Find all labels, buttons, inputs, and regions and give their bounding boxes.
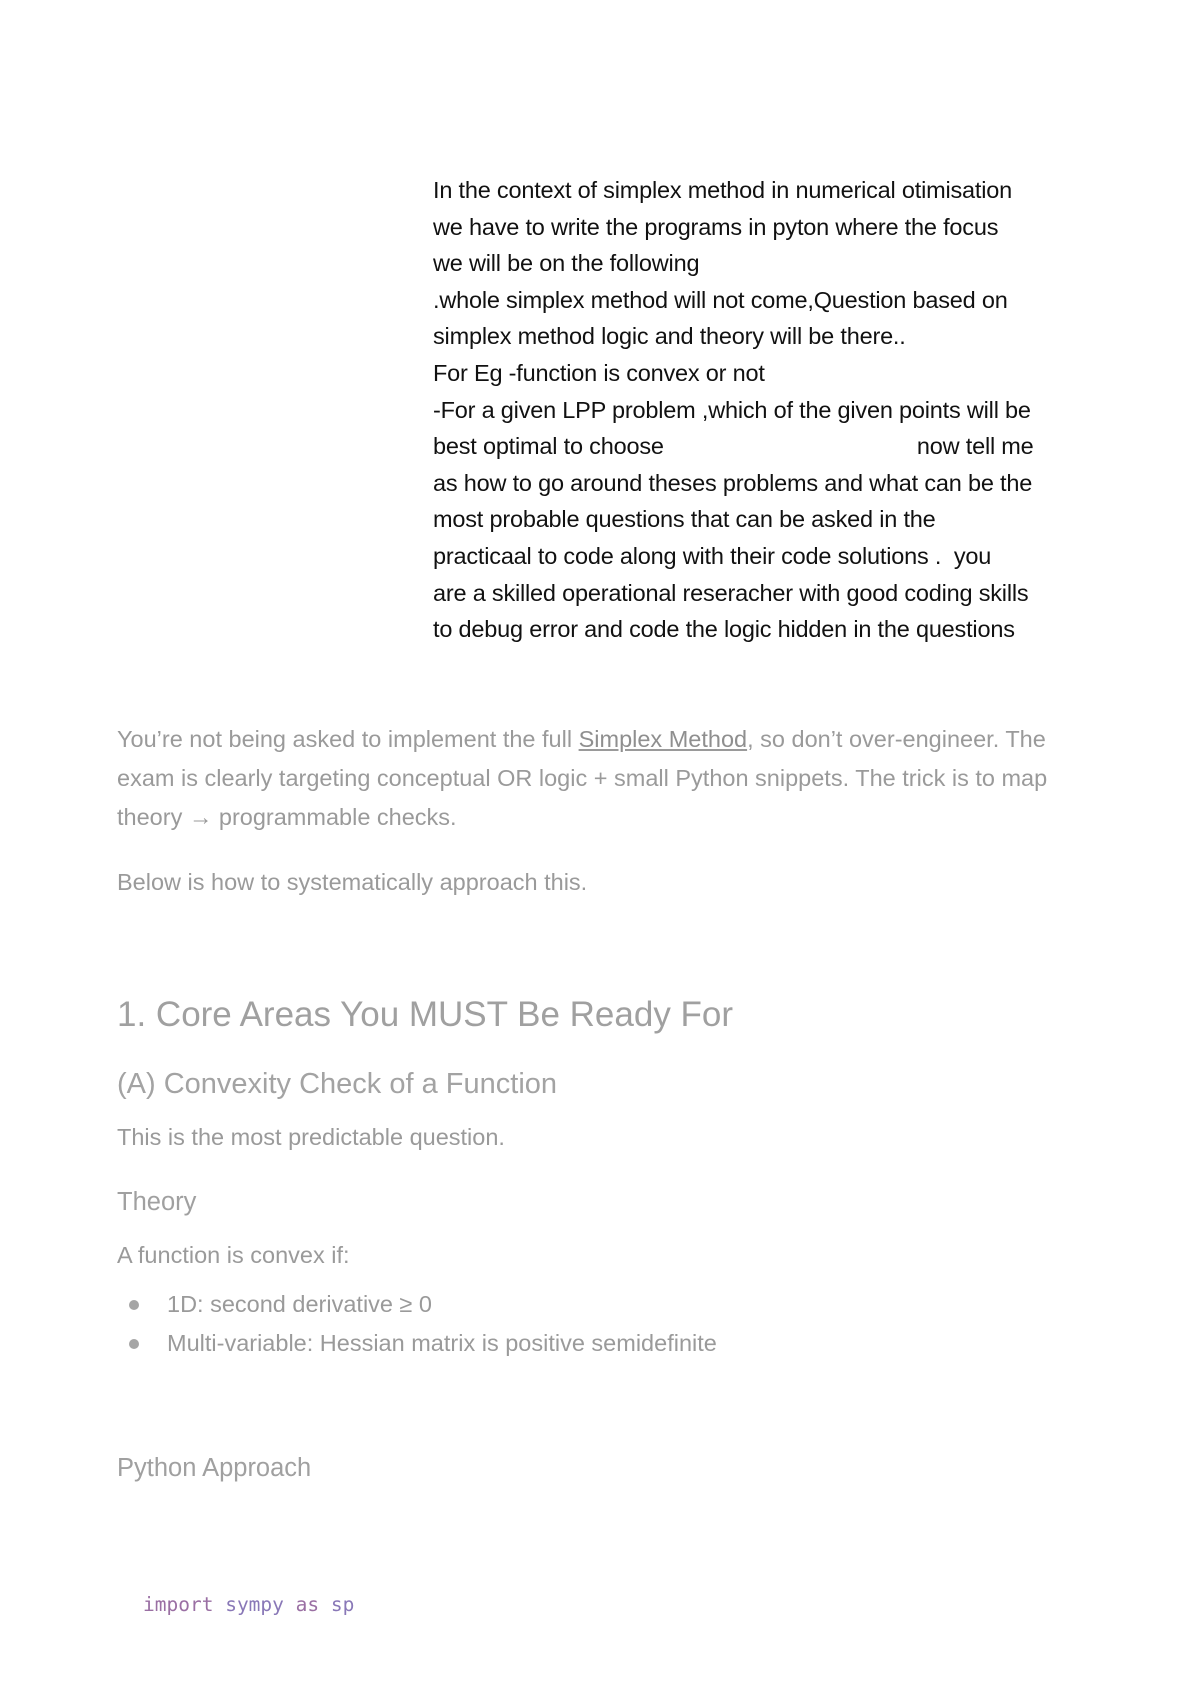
list-item	[117, 1285, 717, 1324]
simplex-method-link[interactable]: Simplex Method	[578, 726, 748, 752]
prompt-line: as how to go around theses problems and what can be the	[433, 469, 1033, 496]
prompt-line: most probable questions that can be asked in the	[433, 506, 936, 533]
code-keyword-import: import	[143, 1593, 214, 1616]
subsection-heading: (A) Convexity Check of a Function	[117, 1068, 558, 1100]
bullet-icon	[129, 1300, 139, 1310]
prompt-line: to debug error and code the logic hidden in the questions	[433, 616, 1015, 643]
prompt-line: are a skilled operational reseracher with good coding skills	[433, 579, 1029, 606]
approach-paragraph: Below is how to systematically approach this.	[117, 869, 588, 895]
prompt-line: For Eg -function is convex or not	[433, 359, 765, 386]
code-alias: sp	[330, 1593, 355, 1616]
code-module-name: sympy	[225, 1593, 284, 1616]
theory-heading: Theory	[117, 1188, 197, 1216]
prompt-line: we have to write the programs in pyton where the focus	[433, 213, 999, 240]
subsection-note: This is the most predictable question.	[117, 1124, 505, 1150]
intro-paragraph	[117, 720, 1097, 837]
code-block	[143, 1590, 354, 1620]
list-item	[117, 1324, 717, 1363]
list-item-text: 1D: second derivative ≥ 0	[167, 1291, 433, 1317]
prompt-line: we will be on the following	[433, 250, 700, 277]
list-item-text: Multi-variable: Hessian matrix is positive semidefinite	[167, 1330, 717, 1356]
prompt-line: .whole simplex method will not come,Question based on	[433, 286, 1008, 313]
code-keyword-as: as	[295, 1593, 320, 1616]
prompt-line: simplex method logic and theory will be there..	[433, 323, 906, 350]
prompt-line: practicaal to code along with their code solutions . you	[433, 542, 992, 569]
intro-text-start: You’re not being asked to implement the full	[117, 726, 579, 752]
theory-text: A function is convex if:	[117, 1242, 350, 1268]
python-approach-heading: Python Approach	[117, 1454, 312, 1482]
bullet-icon	[129, 1339, 139, 1349]
section-heading: 1. Core Areas You MUST Be Ready For	[117, 995, 734, 1034]
intro-text-end: , so don’t over-engineer. The exam is clearly targeting conceptual OR logic + small Python snippets. The trick is to map theory → programmable checks.	[117, 726, 1048, 830]
prompt-line: In the context of simplex method in numerical otimisation	[433, 177, 1012, 203]
user-prompt	[433, 172, 1073, 648]
prompt-line: best optimal to choose now tell me	[433, 433, 1034, 460]
prompt-line: -For a given LPP problem ,which of the given points will be	[433, 396, 1031, 423]
convexity-bullet-list	[117, 1285, 717, 1363]
